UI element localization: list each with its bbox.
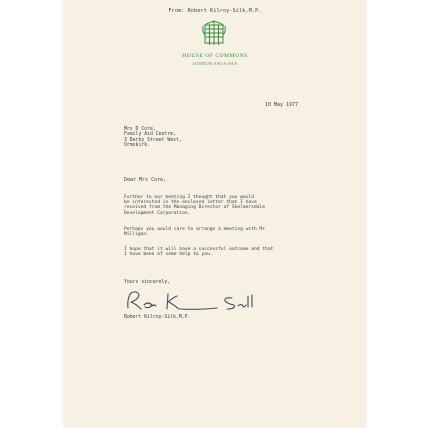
body-paragraph-2: [124, 227, 344, 237]
body-paragraph-3: [124, 247, 344, 257]
body-line: Milligan.: [124, 232, 149, 238]
body-line: received from the Managing Director of Skelmersdale: [124, 205, 266, 211]
handwritten-signature: [122, 288, 272, 316]
letter-date: 10 May 1977: [265, 102, 299, 108]
body-line: Further to our meeting I thought that you would: [124, 195, 254, 200]
from-line: From: Robert Kilroy-Silk,M.P.: [168, 8, 262, 14]
letter-sheet: [64, 0, 366, 428]
letterhead-title: HOUSE OF COMMONS: [182, 53, 248, 59]
recipient-line: Mrs D Core,: [124, 127, 156, 132]
body-line: Development Corporation.: [124, 210, 191, 216]
body-paragraph-1: [124, 195, 344, 216]
body-line: I have been of some help to you.: [124, 252, 213, 258]
salutation: Dear Mrs Core,: [124, 177, 167, 183]
body-line: be interested in the enclosed letter that I have: [124, 200, 257, 206]
body-line: I hope that it will have a successful outcome and that: [124, 247, 274, 252]
closing: Yours sincerely,: [124, 280, 171, 285]
recipient-line: Family Aid Centre,: [124, 132, 176, 138]
recipient-address: [124, 127, 182, 149]
recipient-line: 3 Derby Street West,: [124, 137, 182, 143]
recipient-line: Ormskirk.: [124, 143, 150, 149]
portcullis-icon: [201, 20, 227, 48]
body-line: Perhaps you would care to arrange a meeting with Mr: [124, 227, 266, 232]
letterhead-address: LONDON SW1A 0AA: [192, 61, 238, 66]
signer-name: Robert Kilroy-Silk,M.P.: [124, 315, 191, 320]
